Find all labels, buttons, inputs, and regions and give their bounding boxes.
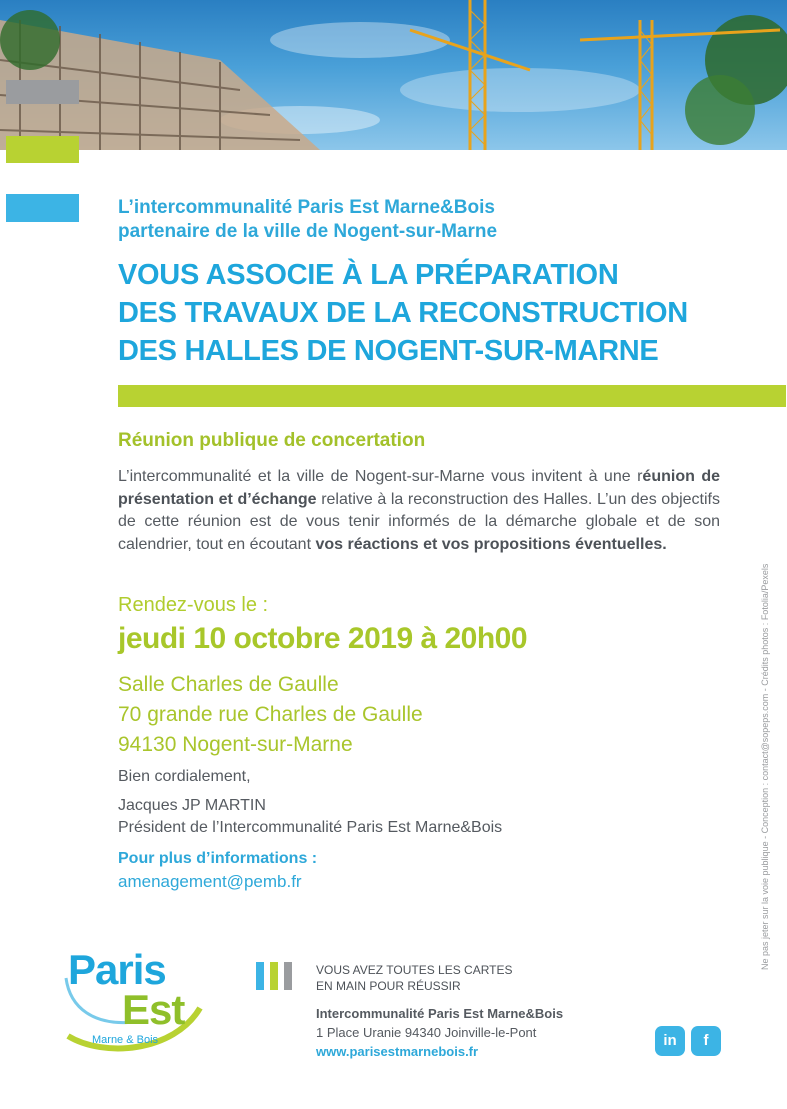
slogan-line-1: VOUS AVEZ TOUTES LES CARTES (316, 963, 513, 977)
signatory-name: Jacques JP MARTIN (118, 797, 266, 814)
footer-address: 1 Place Uranie 94340 Joinville-le-Pont (316, 1025, 537, 1040)
intro-heading (118, 196, 758, 244)
contact-email-link[interactable]: amenagement@pemb.fr (118, 872, 302, 891)
closing-greeting: Bien cordialement, (118, 768, 251, 785)
paris-est-marne-bois-logo (64, 948, 204, 1058)
footer-website-link[interactable]: www.parisestmarnebois.fr (316, 1044, 479, 1059)
meeting-title: Réunion publique de concertation (118, 430, 426, 451)
footer-org-name: Intercommunalité Paris Est Marne&Bois (316, 1006, 564, 1021)
credits-text: Ne pas jeter sur la voie publique - Conception : contact@sopeps.com - Crédits photos : Fotolia/Pexels (760, 563, 770, 970)
description-bold-1: éunion de présentation et d’échange (118, 468, 720, 508)
credits-vertical (760, 500, 774, 970)
stripes-icon (256, 962, 306, 990)
logo-word-est: Est (122, 986, 185, 1033)
grey-accent-bar (6, 80, 79, 104)
linkedin-icon[interactable]: in (655, 1026, 685, 1056)
headline-line-3: DES HALLES DE NOGENT-SUR-MARNE (118, 335, 659, 367)
green-accent-bar (6, 136, 79, 163)
contact-label: Pour plus d’informations : (118, 850, 318, 867)
facebook-icon[interactable]: f (691, 1026, 721, 1056)
venue-line-3: 94130 Nogent-sur-Marne (118, 733, 353, 756)
description-text-2: relative à la reconstruction des Halles. L’un des objectifs de cette réunion est de vous tenir informés de la démarche globale et de son calendrier, tout en écoutant (118, 490, 721, 553)
meeting-description (118, 466, 720, 556)
description-text-1: L’intercommunalité et la ville de Nogent-sur-Marne vous invitent à une r (118, 468, 643, 485)
slogan-line-2: EN MAIN POUR RÉUSSIR (316, 979, 461, 993)
headline-line-2: DES TRAVAUX DE LA RECONSTRUCTION (118, 297, 688, 329)
logo-word-paris: Paris (68, 946, 166, 993)
venue-address (118, 670, 423, 760)
venue-line-2: 70 grande rue Charles de Gaulle (118, 703, 423, 726)
main-headline (118, 256, 778, 370)
appointment-date: jeudi 10 octobre 2019 à 20h00 (118, 622, 528, 655)
headline-line-1: VOUS ASSOCIE À LA PRÉPARATION (118, 259, 619, 291)
intro-line-2: partenaire de la ville de Nogent-sur-Marne (118, 221, 498, 242)
logo-tagline: Marne & Bois (92, 1034, 159, 1046)
green-divider-bar (118, 385, 786, 407)
venue-line-1: Salle Charles de Gaulle (118, 673, 339, 696)
signatory-role: Président de l’Intercommunalité Paris Est Marne&Bois (118, 819, 503, 836)
blue-accent-bar (6, 194, 79, 222)
header-photo (0, 0, 787, 150)
intro-line-1: L’intercommunalité Paris Est Marne&Bois (118, 197, 495, 218)
appointment-label: Rendez-vous le : (118, 594, 269, 616)
description-bold-2: vos réactions et vos propositions éventuelles. (315, 535, 667, 553)
footer-slogan (316, 962, 513, 994)
construction-cranes-illustration (0, 0, 787, 150)
